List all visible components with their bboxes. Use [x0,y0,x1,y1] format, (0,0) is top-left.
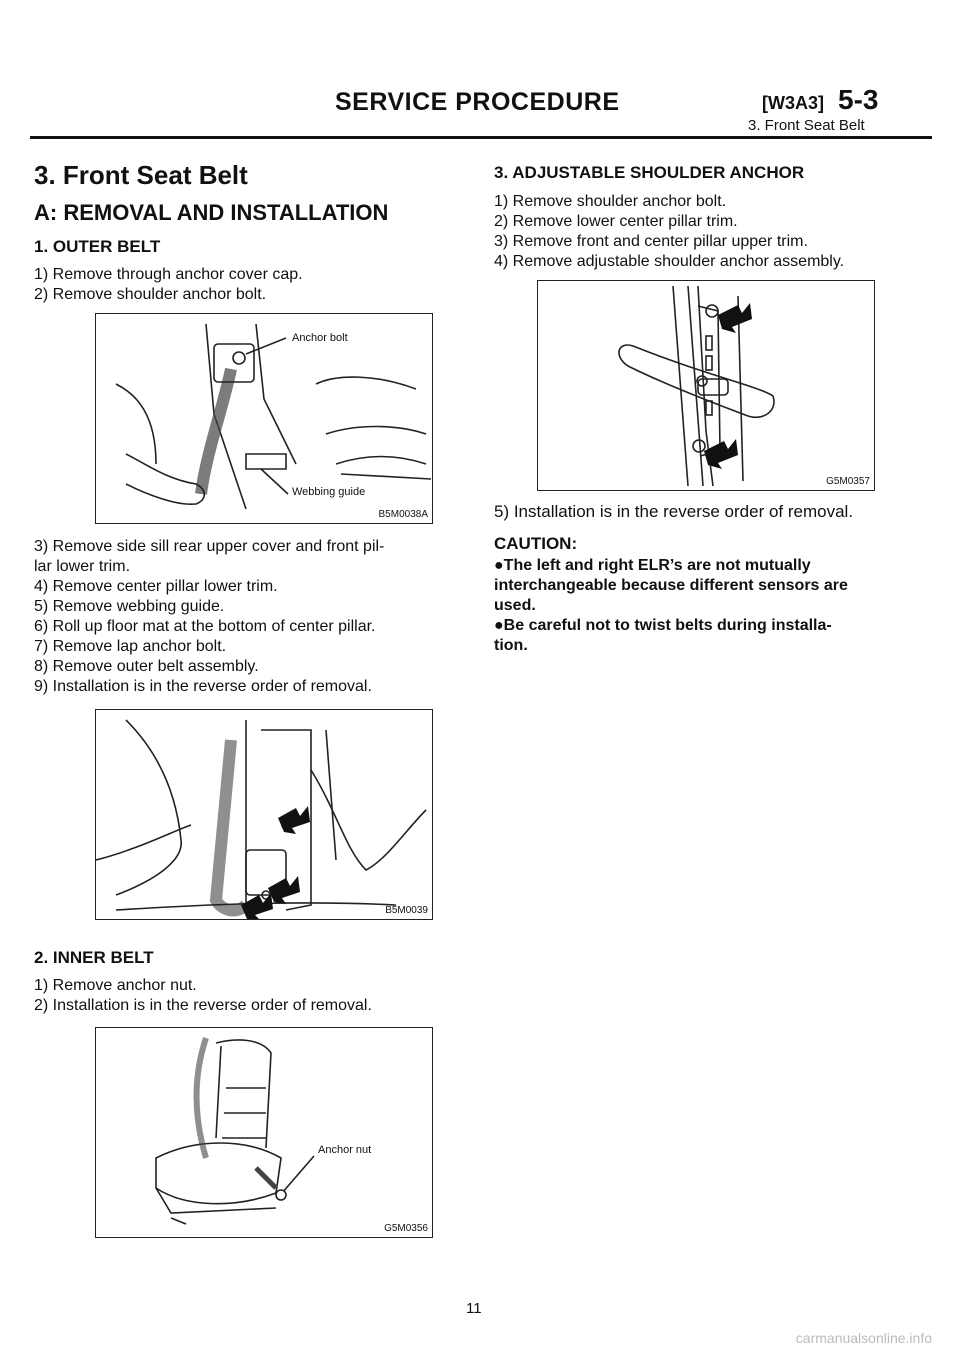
figure-label-anchor-nut: Anchor nut [318,1144,372,1156]
step-line: 2) Installation is in the reverse order of removal. [34,997,372,1014]
header-rule [30,136,932,139]
step-line: 2) Remove lower center pillar trim. [494,213,738,230]
step-line: 1) Remove shoulder anchor bolt. [494,193,727,210]
figure-code: G5M0356 [384,1223,428,1234]
caution-item: ●The left and right ELR’s are not mutually [494,557,811,574]
figure-anchor-nut [95,1027,433,1238]
step-line: 6) Roll up floor mat at the bottom of center pillar. [34,618,376,635]
bullet-icon: ● [494,617,504,634]
page-number: 11 [466,1300,482,1317]
step-line: 9) Installation is in the reverse order of removal. [34,678,372,695]
step-line: 5) Remove webbing guide. [34,598,225,615]
running-header-subtitle: 3. Front Seat Belt [748,117,865,134]
step-line: 5) Installation is in the reverse order of removal. [494,502,854,521]
running-header-title: SERVICE PROCEDURE [335,88,620,116]
outer-belt-heading: 1. OUTER BELT [34,237,161,256]
caution-item-continued: tion. [494,637,528,654]
figure-illustration [538,281,874,490]
step-line: lar lower trim. [34,558,131,575]
figure-code: B5M0039 [385,905,428,916]
caution-item-continued: interchangeable because different sensors are [494,577,848,594]
step-line: 4) Remove adjustable shoulder anchor assembly. [494,253,845,270]
step-line: 2) Remove shoulder anchor bolt. [34,286,267,303]
inner-belt-heading: 2. INNER BELT [34,948,154,967]
section-code: [W3A3] [762,93,824,113]
figure-label-webbing-guide: Webbing guide [292,486,366,498]
step-line: 1) Remove anchor nut. [34,977,197,994]
caution-item-continued: used. [494,597,536,614]
step-line: 7) Remove lap anchor bolt. [34,638,227,655]
figure-code: B5M0038A [378,509,428,520]
step-line: 4) Remove center pillar lower trim. [34,578,278,595]
figure-shoulder-anchor [537,280,875,491]
figure-illustration [96,314,432,523]
step-line: 1) Remove through anchor cover cap. [34,266,303,283]
step-line: 8) Remove outer belt assembly. [34,658,259,675]
section-number: 5-3 [838,84,879,115]
figure-lap-anchor [95,709,433,920]
step-line: 3) Remove front and center pillar upper trim. [494,233,808,250]
figure-code: G5M0357 [826,476,870,487]
bullet-icon: ● [494,557,504,574]
watermark: carmanualsonline.info [795,1330,932,1346]
section-title: 3. Front Seat Belt [34,160,248,190]
figure-label-anchor-bolt: Anchor bolt [292,332,348,344]
caution-item: ●Be careful not to twist belts during installa- [494,617,832,634]
step-line: 3) Remove side sill rear upper cover and front pil- [34,538,385,555]
caution-title: CAUTION: [494,534,578,553]
shoulder-anchor-heading: 3. ADJUSTABLE SHOULDER ANCHOR [494,163,805,182]
figure-illustration [96,710,432,919]
figure-illustration [96,1028,432,1237]
subsection-title: A: REMOVAL AND INSTALLATION [34,200,389,225]
figure-anchor-bolt [95,313,433,524]
